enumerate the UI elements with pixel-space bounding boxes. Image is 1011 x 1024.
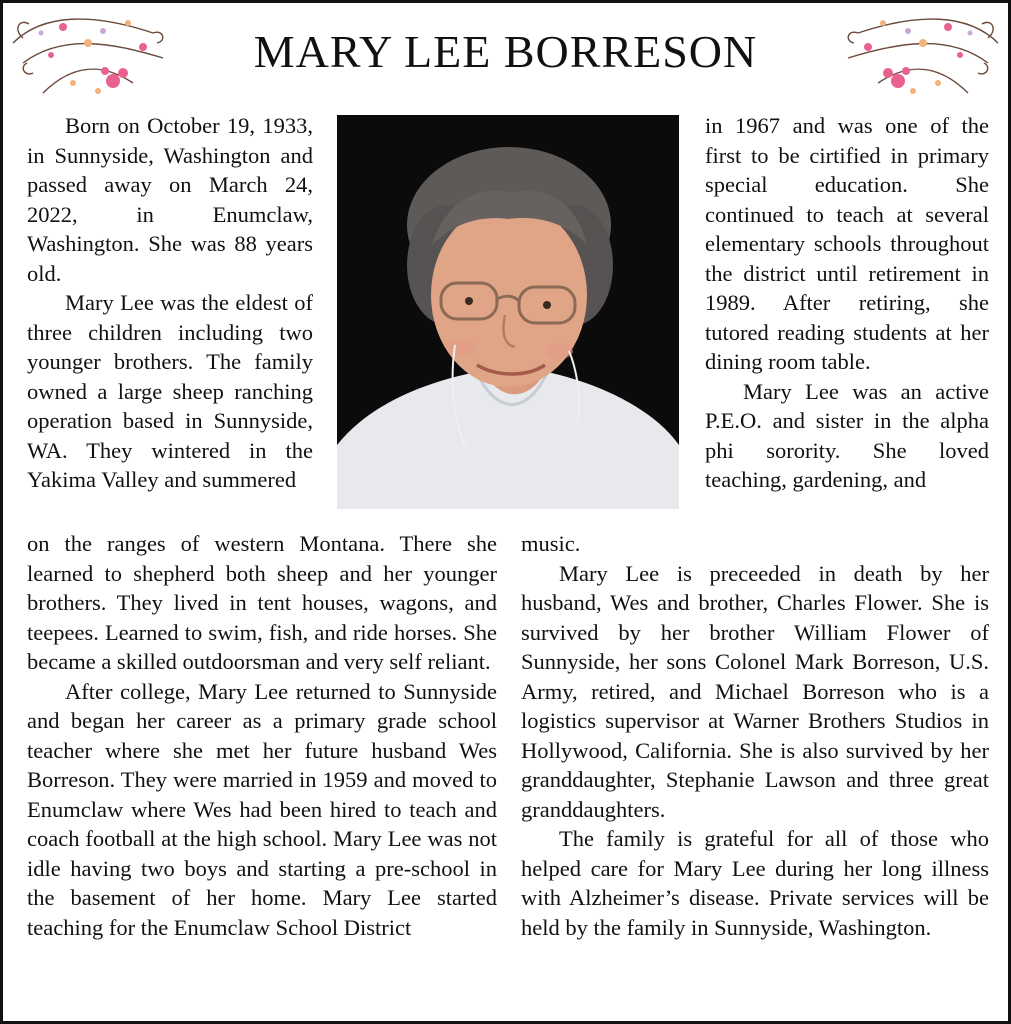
portrait-icon — [337, 115, 679, 509]
floral-flourish-icon — [838, 3, 1008, 103]
floral-flourish-icon — [3, 3, 173, 103]
page-title: MARY LEE BORRESON — [253, 26, 758, 77]
paragraph-childhood-continued: on the ranges of western Montana. There she learned to shepherd both sheep and her younger brothers. They lived in tent houses, wagons, and teepees. Learned to swim, fish, and ride horses. She became a skilled outdoorsman and very self reliant. — [27, 531, 497, 674]
paragraph-career-continued: in 1967 and was one of the first to be cirtified in primary special education. She continued to teach at several elementary schools throughout the district until retirement in 1989. After retiring, she tutored reading students at her dining room table. — [705, 113, 989, 374]
text-column-right-top — [705, 111, 989, 495]
paragraph-closing: The family is grateful for all of those who helped care for Mary Lee during her long illness with Alzheimer’s disease. Private services will be held by the family in Sunnyside, Washington. — [521, 826, 989, 940]
text-column-right-bottom — [521, 529, 989, 942]
portrait-photo — [337, 115, 679, 509]
paragraph-activities-continued: music. — [521, 531, 581, 556]
text-column-left-top — [27, 111, 313, 495]
text-column-left-bottom — [27, 529, 497, 942]
paragraph-career: After college, Mary Lee returned to Sunnyside and began her career as a primary grade school teacher where she met her future husband Wes Borreson. They were married in 1959 and moved to Enumclaw where Wes had been hired to teach and coach football at the high school. Mary Lee was not idle having two boys and starting a pre-school in the basement of her home. Mary Lee started teaching for the Enumclaw School District — [27, 678, 497, 940]
paragraph-survivors: Mary Lee is preceeded in death by her husband, Wes and brother, Charles Flower. She is survived by her brother William Flower of Sunnyside, her sons Colonel Mark Borreson, U.S. Army, retired, and Michael Borreson who is a logistics supervisor at Warner Brothers Studios in Hollywood, California. She is also survived by her granddaughter, Stephanie Lawson and three great granddaughters. — [521, 560, 989, 822]
paragraph-activities: Mary Lee was an active P.E.O. and sister in the alpha phi sorority. She loved teaching, gardening, and — [705, 378, 989, 492]
paragraph-birth: Born on October 19, 1933, in Sunnyside, Washington and passed away on March 24, 2022, in Enumclaw, Washington. She was 88 years old. — [27, 113, 313, 286]
paragraph-childhood: Mary Lee was the eldest of three children including two younger brothers. The family owned a large sheep ranching operation based in Sunnyside, WA. They wintered in the Yakima Valley and summered — [27, 290, 313, 492]
